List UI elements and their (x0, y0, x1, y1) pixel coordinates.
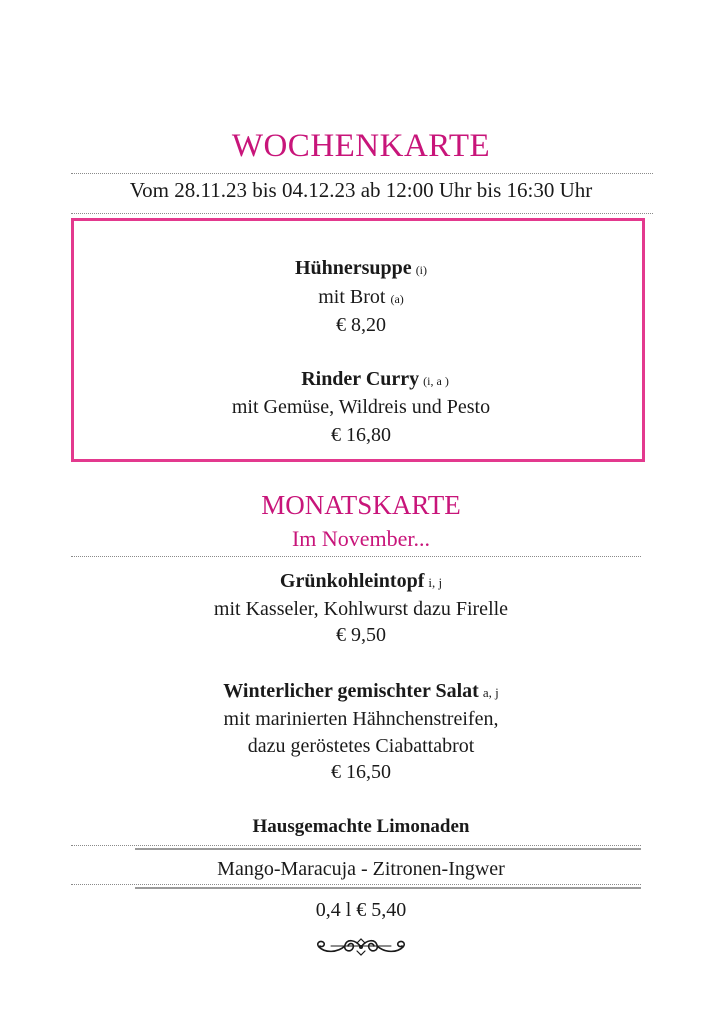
limonaden-flavors: Mango-Maracuja - Zitronen-Ingwer (217, 858, 505, 880)
divider-limonaden-bottom (71, 884, 641, 885)
dish-allergens: (i) (415, 263, 428, 277)
monatskarte-title: MONATSKARTE (261, 490, 461, 520)
monatskarte-subtitle: Im November... (291, 526, 431, 551)
dish-price: € 8,20 (336, 314, 386, 336)
dish-name: Grünkohleintopf (279, 570, 425, 592)
decorative-swirl-ornament-icon (311, 933, 411, 961)
dish-description (0, 286, 722, 309)
dish-description-line1: mit marinierten Hähnchenstreifen, (223, 708, 499, 730)
dish-description: mit Gemüse, Wildreis und Pesto (231, 396, 491, 418)
divider-limonaden-top (71, 845, 641, 846)
wochenkarte-title: WOCHENKARTE (231, 128, 491, 164)
divider-under-date (71, 213, 653, 214)
dish-allergens: a, j (482, 685, 499, 700)
limonaden-price: 0,4 l € 5,40 (315, 899, 407, 921)
dish-huehnersuppe (0, 257, 722, 280)
dish-name: Hühnersuppe (294, 257, 412, 279)
divider-limonaden-bottom-solid (135, 887, 641, 889)
divider-monatskarte (71, 556, 641, 557)
dish-name: Rinder Curry (301, 368, 420, 390)
date-range: Vom 28.11.23 bis 04.12.23 ab 12:00 Uhr bis 16:30 Uhr (129, 178, 593, 202)
dish-winterlicher-salat (0, 680, 722, 703)
divider-top (71, 173, 653, 174)
limonaden-title: Hausgemachte Limonaden (252, 816, 470, 837)
dish-allergens: (i, a ) (423, 374, 449, 388)
dish-allergens: i, j (428, 575, 443, 590)
dish-rinder-curry (14, 368, 722, 391)
dish-price: € 16,80 (331, 424, 391, 446)
dish-name: Winterlicher gemischter Salat (223, 680, 479, 702)
dish-description-allergens: (a) (390, 292, 404, 306)
dish-price: € 16,50 (331, 761, 391, 783)
dish-description-text: mit Brot (318, 286, 386, 308)
divider-limonaden-top-solid (135, 848, 641, 850)
dish-description-line2: dazu geröstetes Ciabattabrot (247, 735, 475, 757)
dish-price: € 9,50 (336, 624, 386, 646)
dish-description: mit Kasseler, Kohlwurst dazu Firelle (213, 598, 509, 620)
dish-gruenkohleintopf (0, 570, 722, 593)
